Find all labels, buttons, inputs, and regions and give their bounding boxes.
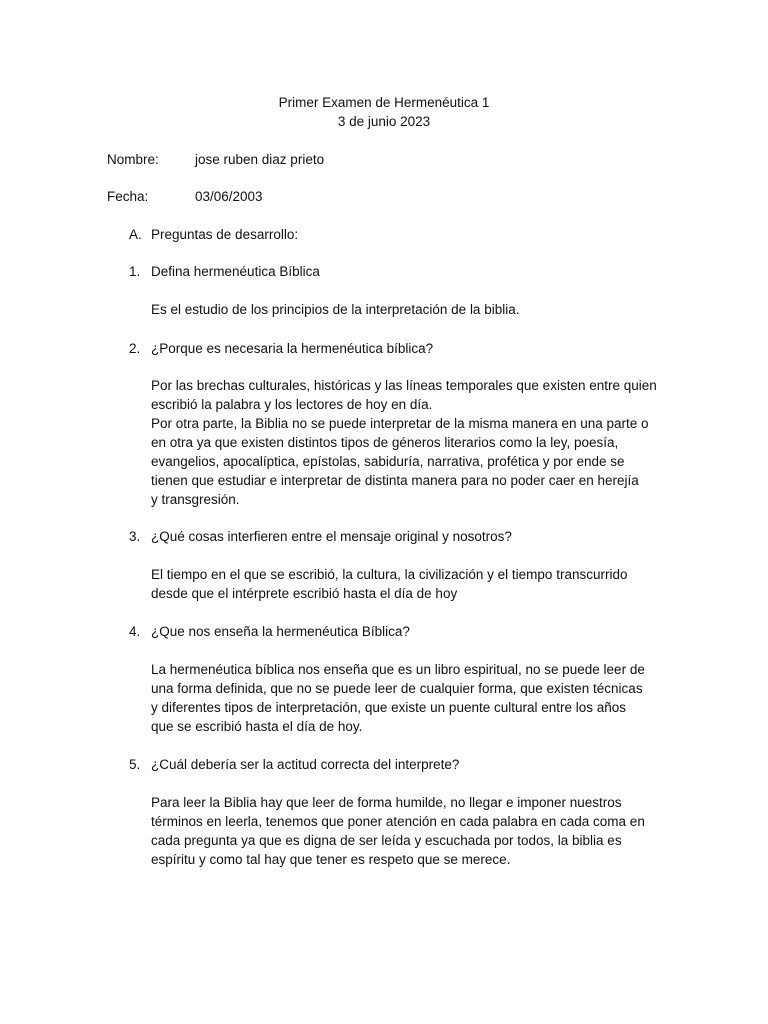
question-item [129,339,433,358]
question-number: 2. [129,341,141,356]
answer-line: y transgresión. [151,492,240,507]
answer-line: en otra ya que existen distintos tipos de géneros literarios como la ley, poesía, [151,435,619,450]
answer-line: Por las brechas culturales, históricas y las líneas temporales que existen entre quien [151,378,657,393]
question-item [129,622,410,641]
name-label: Nombre: [107,152,159,167]
question-item [129,755,459,774]
answer-line: que se escribió hasta el día de hoy. [151,719,363,734]
question-number: 1. [129,264,141,279]
question-text: Defina hermenéutica Bíblica [151,264,320,279]
answer-line: espíritu y como tal hay que tener es respeto que se merece. [151,852,511,867]
answer-paragraph [151,376,671,509]
answer-line: y diferentes tipos de interpretación, que existe un puente cultural entre los años [151,700,627,715]
answer-paragraph [151,565,671,603]
answer-line: escribió la palabra y los lectores de hoy en día. [151,397,433,412]
answer-line: tienen que estudiar e interpretar de distinta manera para no poder caer en herejía [151,473,639,488]
answer-paragraph [151,660,671,736]
question-text: ¿Qué cosas interfieren entre el mensaje original y nosotros? [151,529,512,544]
question-number: 4. [129,624,141,639]
question-number: 3. [129,529,141,544]
answer-line: cada pregunta ya que es digna de ser leída y escuchada por todos, la biblia es [151,833,622,848]
question-text: ¿Cuál debería ser la actitud correcta del interprete? [151,757,460,772]
answer-line: una forma definida, que no se puede leer de cualquier forma, que existen técnicas [151,681,643,696]
section-heading [129,225,298,244]
date-value: 03/06/2003 [195,189,263,204]
name-field-row [107,150,324,169]
answer-line: Por otra parte, la Biblia no se puede interpretar de la misma manera en una parte o [151,416,649,431]
section-marker: A. [129,227,142,242]
answer-paragraph [151,793,671,869]
question-text: ¿Que nos enseña la hermenéutica Bíblica? [151,624,410,639]
document-date: 3 de junio 2023 [337,114,431,129]
answer-line: términos en leerla, tenemos que poner atención en cada palabra en cada coma en [151,814,645,829]
answer-line: desde que el intérprete escribió hasta el día de hoy [151,586,458,601]
answer-line: Para leer la Biblia hay que leer de forma humilde, no llegar e imponer nuestros [151,795,622,810]
answer-paragraph [151,300,671,319]
question-text: ¿Porque es necesaria la hermenéutica bíblica? [151,341,434,356]
date-field-row [107,187,263,206]
document-title: Primer Examen de Hermenéutica 1 [278,95,490,110]
answer-line: El tiempo en el que se escribió, la cultura, la civilización y el tiempo transcurrido [151,567,628,582]
question-item [129,262,320,281]
question-item [129,527,512,546]
answer-line: Es el estudio de los principios de la interpretación de la biblia. [151,302,520,317]
section-title: Preguntas de desarrollo: [151,227,299,242]
document-header [0,93,768,131]
question-number: 5. [129,757,141,772]
date-label: Fecha: [107,189,149,204]
answer-line: evangelios, apocalíptica, epístolas, sabiduría, narrativa, profética y por ende se [151,454,625,469]
answer-line: La hermenéutica bíblica nos enseña que es un libro espiritual, no se puede leer de [151,662,645,677]
name-value: jose ruben diaz prieto [195,152,325,167]
